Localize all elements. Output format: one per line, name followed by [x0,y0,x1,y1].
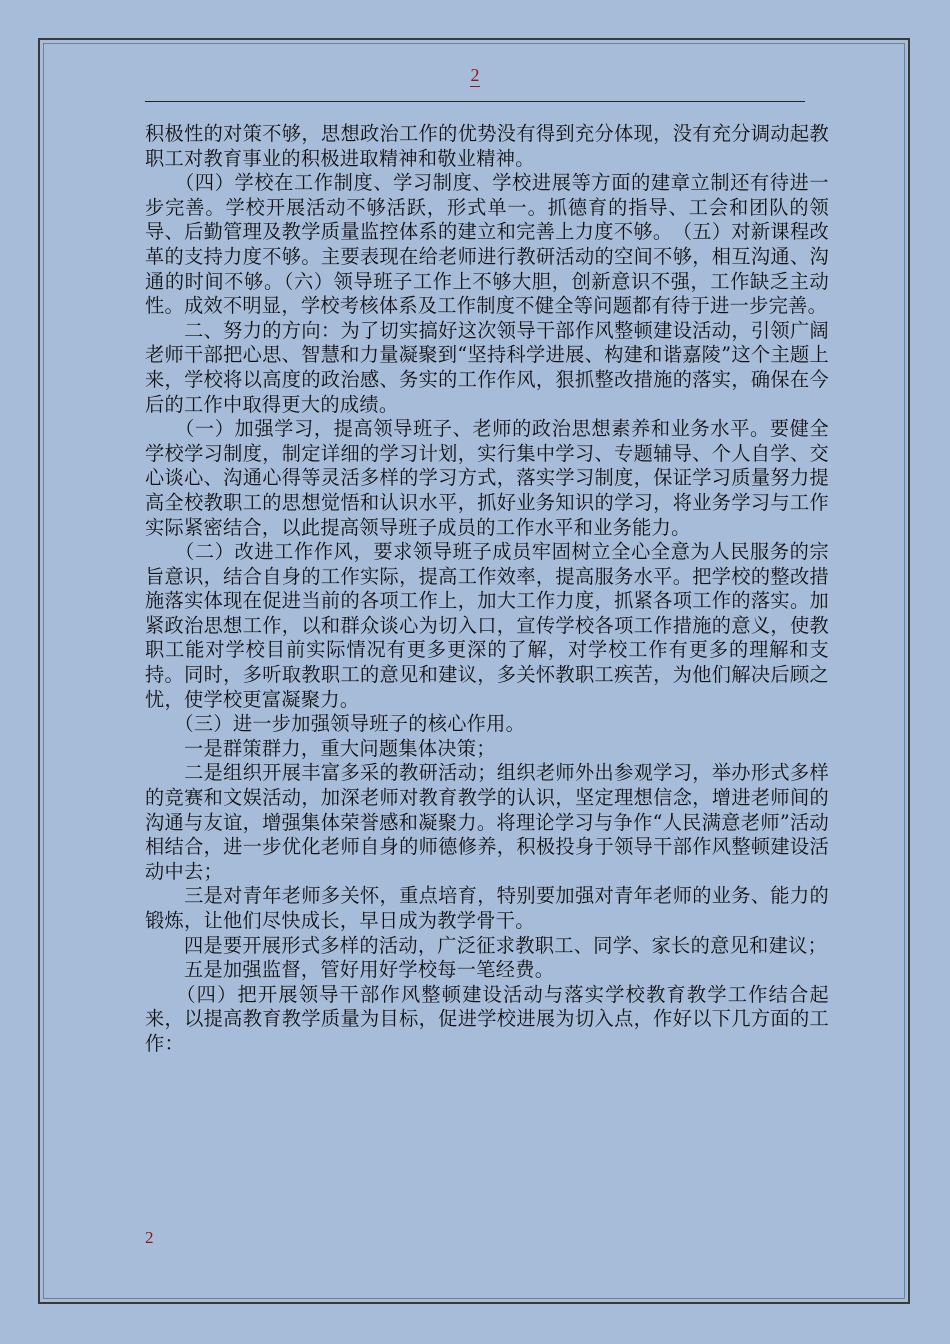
paragraph-5: （二）改进工作作风，要求领导班子成员牢固树立全心全意为人民服务的宗旨意识，结合自身的工作实际，提高工作效率，提高服务水平。把学校的整改措施落实体现在促进当前的各项工作上，加大工作力度，抓紧各项工作的落实。加紧政治思想工作，以和群众谈心为切入口，宣传学校各项工作措施的意义，使教职工能对学校目前实际情况有更多更深的了解，对学校工作有更多的理解和支持。同时，多听取教职工的意见和建议，多关怀教职工疾苦，为他们解决后顾之忧，使学校更富凝聚力。 [145,540,829,711]
paragraph-12: （四）把开展领导干部作风整顿建设活动与落实学校教育教学工作结合起来，以提高教育教学质量为目标，促进学校进展为切入点，作好以下几方面的工作： [145,982,829,1055]
paragraph-10: 四是要开展形式多样的活动，广泛征求教职工、同学、家长的意见和建议； [145,933,828,957]
paragraph-7: 一是群策群力，重大问题集体决策； [145,736,496,760]
document-body [145,122,829,1057]
paragraph-6: （三）进一步加强领导班子的核心作用。 [145,712,526,736]
header-divider [145,101,805,102]
footer-page-number: 2 [145,1228,154,1247]
paragraph-8: 二是组织开展丰富多采的教研活动；组织老师外出参观学习，举办形式多样的竞赛和文娱活动，加深老师对教育教学的认识，坚定理想信念，增进老师间的沟通与友谊，增强集体荣誉感和凝聚力。将理论学习与争作“人民满意老师”活动相结合，进一步优化老师自身的师德修养，积极投身于领导干部作风整顿建设活动中去； [145,761,829,883]
paragraph-2: （四）学校在工作制度、学习制度、学校进展等方面的建章立制还有待进一步完善。学校开展活动不够活跃，形式单一。抓德育的指导、工会和团队的领导、后勤管理及教学质量监控体系的建立和完善上力度不够。 （五）对新课程改革的支持力度不够。主要表现在给老师进行教研活动的空间不够，相互沟通、沟通的时间不够。（六）领导班子工作上不够大胆，创新意识不强，工作缺乏主动性。成效不明显，学校考核体系及工作制度不健全等问题都有待于进一步完善。 [145,171,829,318]
paragraph-11: 五是加强监督，管好用好学校每一笔经费。 [145,958,555,982]
paragraph-4: （一）加强学习，提高领导班子、老师的政治思想素养和业务水平。要健全学校学习制度，制定详细的学习计划，实行集中学习、专题辅导、个人自学、交心谈心、沟通心得等灵活多样的学习方式，落实学习制度，保证学习质量努力提高全校教职工的思想觉悟和认识水平，抓好业务知识的学习，将业务学习与工作实际紧密结合，以此提高领导班子成员的工作水平和业务能力。 [145,417,829,539]
paragraph-3: 二、努力的方向：为了切实搞好这次领导干部作风整顿建设活动，引领广阔老师干部把心思、智慧和力量凝聚到“坚持科学进展、构建和谐嘉陵”这个主题上来，学校将以高度的政治感、务实的工作作风，狠抓整改措施的落实，确保在今后的工作中取得更大的成绩。 [145,318,829,416]
header-page-number: 2 [465,64,485,87]
paragraph-1: 积极性的对策不够，思想政治工作的优势没有得到充分体现，没有充分调动起教职工对教育事业的积极进取精神和敬业精神。 [145,122,829,170]
paragraph-9: 三是对青年老师多关怀，重点培育，特别要加强对青年老师的业务、能力的锻炼，让他们尽快成长，早日成为教学骨干。 [145,884,829,932]
